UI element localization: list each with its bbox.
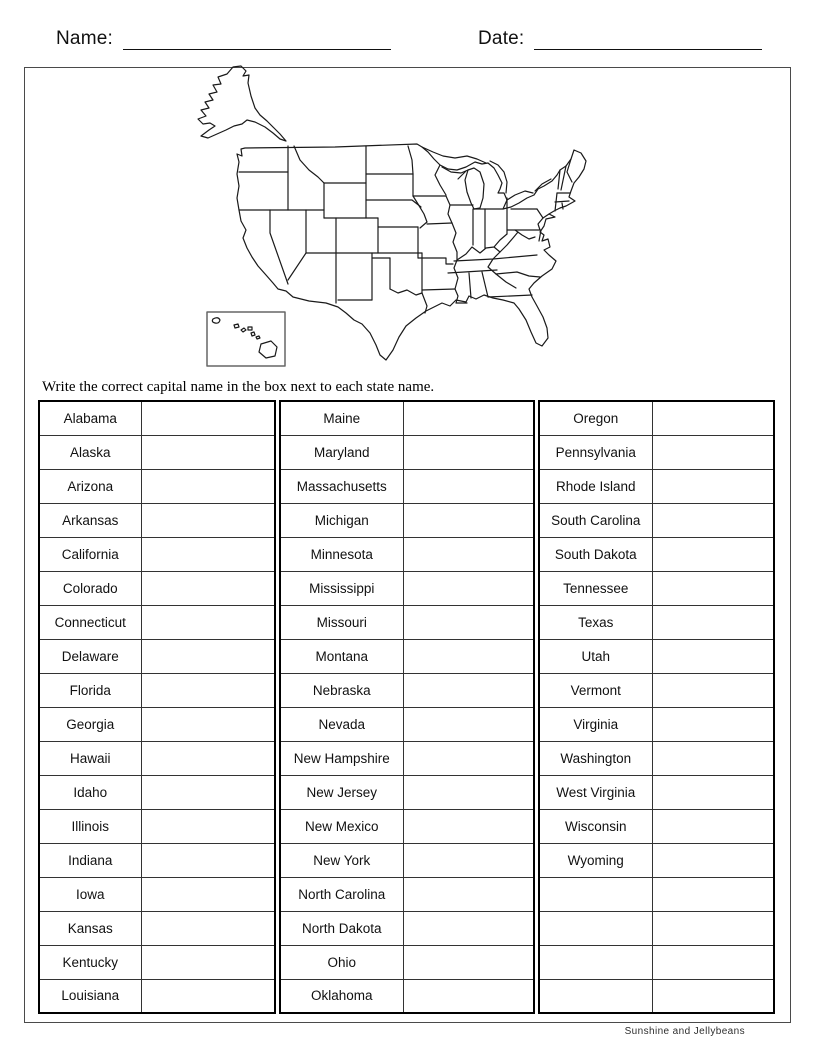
capital-answer-cell[interactable] bbox=[141, 673, 275, 707]
alaska-outline bbox=[198, 66, 286, 141]
state-name-cell: Kentucky bbox=[39, 945, 141, 979]
table-row bbox=[539, 911, 774, 945]
table-row bbox=[39, 707, 275, 741]
table-row bbox=[539, 707, 774, 741]
state-name-cell: Nevada bbox=[280, 707, 403, 741]
state-name-cell: Connecticut bbox=[39, 605, 141, 639]
capital-answer-cell[interactable] bbox=[141, 605, 275, 639]
capital-answer-cell[interactable] bbox=[403, 503, 534, 537]
name-field-group bbox=[56, 28, 391, 50]
capital-answer-cell[interactable] bbox=[403, 741, 534, 775]
state-name-cell: Massachusetts bbox=[280, 469, 403, 503]
capital-answer-cell[interactable] bbox=[141, 775, 275, 809]
hawaii-inset bbox=[207, 312, 285, 366]
state-name-cell: New Hampshire bbox=[280, 741, 403, 775]
capital-answer-cell[interactable] bbox=[141, 707, 275, 741]
state-name-cell: Missouri bbox=[280, 605, 403, 639]
state-name-cell bbox=[539, 979, 652, 1013]
name-input-line[interactable] bbox=[123, 28, 391, 50]
capital-answer-cell[interactable] bbox=[141, 639, 275, 673]
capital-answer-cell[interactable] bbox=[652, 877, 774, 911]
table-row bbox=[280, 843, 534, 877]
capital-answer-cell[interactable] bbox=[403, 435, 534, 469]
table-row bbox=[539, 741, 774, 775]
table-row bbox=[39, 979, 275, 1013]
state-name-cell: Michigan bbox=[280, 503, 403, 537]
state-name-cell: North Carolina bbox=[280, 877, 403, 911]
capital-answer-cell[interactable] bbox=[652, 775, 774, 809]
capital-answer-cell[interactable] bbox=[403, 537, 534, 571]
table-row bbox=[280, 945, 534, 979]
table-row bbox=[39, 469, 275, 503]
capital-answer-cell[interactable] bbox=[652, 673, 774, 707]
state-name-cell: Nebraska bbox=[280, 673, 403, 707]
state-name-cell bbox=[539, 945, 652, 979]
capital-answer-cell[interactable] bbox=[141, 877, 275, 911]
table-row bbox=[280, 877, 534, 911]
state-name-cell: New Jersey bbox=[280, 775, 403, 809]
state-table-left bbox=[38, 400, 276, 1014]
state-name-cell: Utah bbox=[539, 639, 652, 673]
capital-answer-cell[interactable] bbox=[403, 809, 534, 843]
state-name-cell: Iowa bbox=[39, 877, 141, 911]
state-name-cell: Delaware bbox=[39, 639, 141, 673]
capital-answer-cell[interactable] bbox=[652, 911, 774, 945]
state-name-cell: Tennessee bbox=[539, 571, 652, 605]
table-row bbox=[539, 605, 774, 639]
capital-answer-cell[interactable] bbox=[652, 401, 774, 435]
capital-answer-cell[interactable] bbox=[652, 979, 774, 1013]
table-row bbox=[539, 775, 774, 809]
state-name-cell: Hawaii bbox=[39, 741, 141, 775]
table-row bbox=[39, 911, 275, 945]
state-name-cell: Maine bbox=[280, 401, 403, 435]
capital-answer-cell[interactable] bbox=[652, 809, 774, 843]
state-name-cell: Vermont bbox=[539, 673, 652, 707]
table-row bbox=[39, 503, 275, 537]
state-name-cell: Washington bbox=[539, 741, 652, 775]
capital-answer-cell[interactable] bbox=[652, 605, 774, 639]
capital-answer-cell[interactable] bbox=[403, 979, 534, 1013]
credit-text: Sunshine and Jellybeans bbox=[624, 1026, 745, 1037]
capital-answer-cell[interactable] bbox=[652, 741, 774, 775]
capital-answer-cell[interactable] bbox=[403, 639, 534, 673]
table-row bbox=[280, 401, 534, 435]
state-name-cell bbox=[539, 911, 652, 945]
capital-answer-cell[interactable] bbox=[652, 945, 774, 979]
state-name-cell: New Mexico bbox=[280, 809, 403, 843]
capital-answer-cell[interactable] bbox=[403, 673, 534, 707]
table-row bbox=[280, 605, 534, 639]
table-row bbox=[39, 877, 275, 911]
capital-answer-cell[interactable] bbox=[403, 707, 534, 741]
capital-answer-cell[interactable] bbox=[141, 843, 275, 877]
table-row bbox=[280, 809, 534, 843]
table-row bbox=[539, 639, 774, 673]
table-row bbox=[39, 639, 275, 673]
table-row bbox=[39, 435, 275, 469]
table-row bbox=[39, 673, 275, 707]
state-name-cell: Indiana bbox=[39, 843, 141, 877]
capital-answer-cell[interactable] bbox=[403, 911, 534, 945]
table-row bbox=[539, 401, 774, 435]
state-name-cell: Virginia bbox=[539, 707, 652, 741]
capital-answer-cell[interactable] bbox=[652, 843, 774, 877]
capital-answer-cell[interactable] bbox=[141, 571, 275, 605]
capital-answer-cell[interactable] bbox=[652, 503, 774, 537]
table-row bbox=[539, 537, 774, 571]
table-row bbox=[539, 843, 774, 877]
table-row bbox=[280, 741, 534, 775]
state-table-right bbox=[538, 400, 775, 1014]
capital-answer-cell[interactable] bbox=[141, 911, 275, 945]
capital-answer-cell[interactable] bbox=[141, 401, 275, 435]
table-row bbox=[280, 979, 534, 1013]
capital-answer-cell[interactable] bbox=[141, 469, 275, 503]
capital-answer-cell[interactable] bbox=[141, 945, 275, 979]
table-row bbox=[280, 571, 534, 605]
us-outline-map bbox=[185, 62, 605, 377]
capital-answer-cell[interactable] bbox=[652, 537, 774, 571]
state-name-cell: Arizona bbox=[39, 469, 141, 503]
state-name-cell: Kansas bbox=[39, 911, 141, 945]
capital-answer-cell[interactable] bbox=[403, 401, 534, 435]
state-name-cell bbox=[539, 877, 652, 911]
capital-answer-cell[interactable] bbox=[141, 979, 275, 1013]
state-name-cell: Georgia bbox=[39, 707, 141, 741]
table-row bbox=[280, 673, 534, 707]
capital-answer-cell[interactable] bbox=[141, 435, 275, 469]
state-name-cell: California bbox=[39, 537, 141, 571]
capital-answer-cell[interactable] bbox=[403, 843, 534, 877]
state-name-cell: West Virginia bbox=[539, 775, 652, 809]
table-row bbox=[539, 945, 774, 979]
capital-answer-cell[interactable] bbox=[403, 775, 534, 809]
state-name-cell: Montana bbox=[280, 639, 403, 673]
capital-answer-cell[interactable] bbox=[141, 503, 275, 537]
mainland-outline bbox=[237, 144, 586, 360]
capital-answer-cell[interactable] bbox=[141, 741, 275, 775]
state-name-cell: North Dakota bbox=[280, 911, 403, 945]
state-name-cell: Oklahoma bbox=[280, 979, 403, 1013]
state-name-cell: Ohio bbox=[280, 945, 403, 979]
capital-answer-cell[interactable] bbox=[403, 605, 534, 639]
table-row bbox=[539, 877, 774, 911]
name-label: Name: bbox=[56, 28, 113, 49]
table-row bbox=[539, 571, 774, 605]
table-row bbox=[39, 843, 275, 877]
state-name-cell: Texas bbox=[539, 605, 652, 639]
capital-answer-cell[interactable] bbox=[403, 877, 534, 911]
state-name-cell: Mississippi bbox=[280, 571, 403, 605]
state-name-cell: South Dakota bbox=[539, 537, 652, 571]
table-row bbox=[39, 537, 275, 571]
table-row bbox=[539, 809, 774, 843]
table-row bbox=[280, 469, 534, 503]
table-row bbox=[280, 911, 534, 945]
table-row bbox=[539, 503, 774, 537]
table-row bbox=[280, 707, 534, 741]
capital-answer-cell[interactable] bbox=[652, 571, 774, 605]
table-row bbox=[39, 741, 275, 775]
table-row bbox=[539, 979, 774, 1013]
table-row bbox=[280, 775, 534, 809]
state-name-cell: South Carolina bbox=[539, 503, 652, 537]
table-row bbox=[280, 639, 534, 673]
table-row bbox=[39, 775, 275, 809]
table-row bbox=[539, 469, 774, 503]
capital-answer-cell[interactable] bbox=[652, 469, 774, 503]
date-field-group bbox=[478, 28, 762, 50]
state-borders bbox=[239, 146, 572, 313]
table-row bbox=[39, 809, 275, 843]
capital-answer-cell[interactable] bbox=[652, 707, 774, 741]
capital-answer-cell[interactable] bbox=[403, 571, 534, 605]
capital-answer-cell[interactable] bbox=[652, 435, 774, 469]
table-row bbox=[280, 537, 534, 571]
table-row bbox=[539, 673, 774, 707]
state-name-cell: Louisiana bbox=[39, 979, 141, 1013]
table-row bbox=[39, 605, 275, 639]
state-capital-table bbox=[38, 400, 775, 1014]
table-row bbox=[39, 945, 275, 979]
capital-answer-cell[interactable] bbox=[403, 469, 534, 503]
state-name-cell: Colorado bbox=[39, 571, 141, 605]
capital-answer-cell[interactable] bbox=[141, 537, 275, 571]
state-name-cell: Rhode Island bbox=[539, 469, 652, 503]
capital-answer-cell[interactable] bbox=[652, 639, 774, 673]
table-row bbox=[280, 435, 534, 469]
state-name-cell: Oregon bbox=[539, 401, 652, 435]
state-name-cell: Maryland bbox=[280, 435, 403, 469]
table-row bbox=[39, 401, 275, 435]
table-row bbox=[539, 435, 774, 469]
capital-answer-cell[interactable] bbox=[403, 945, 534, 979]
state-name-cell: Alabama bbox=[39, 401, 141, 435]
state-name-cell: Pennsylvania bbox=[539, 435, 652, 469]
capital-answer-cell[interactable] bbox=[141, 809, 275, 843]
state-name-cell: Minnesota bbox=[280, 537, 403, 571]
state-name-cell: Wisconsin bbox=[539, 809, 652, 843]
state-name-cell: Alaska bbox=[39, 435, 141, 469]
date-input-line[interactable] bbox=[534, 28, 762, 50]
table-row bbox=[280, 503, 534, 537]
table-row bbox=[39, 571, 275, 605]
great-lakes bbox=[422, 147, 551, 209]
state-name-cell: Arkansas bbox=[39, 503, 141, 537]
state-name-cell: Illinois bbox=[39, 809, 141, 843]
state-name-cell: New York bbox=[280, 843, 403, 877]
state-name-cell: Wyoming bbox=[539, 843, 652, 877]
state-name-cell: Florida bbox=[39, 673, 141, 707]
state-name-cell: Idaho bbox=[39, 775, 141, 809]
instruction-text: Write the correct capital name in the box next to each state name. bbox=[42, 379, 435, 395]
state-table-middle bbox=[279, 400, 535, 1014]
date-label: Date: bbox=[478, 28, 525, 49]
